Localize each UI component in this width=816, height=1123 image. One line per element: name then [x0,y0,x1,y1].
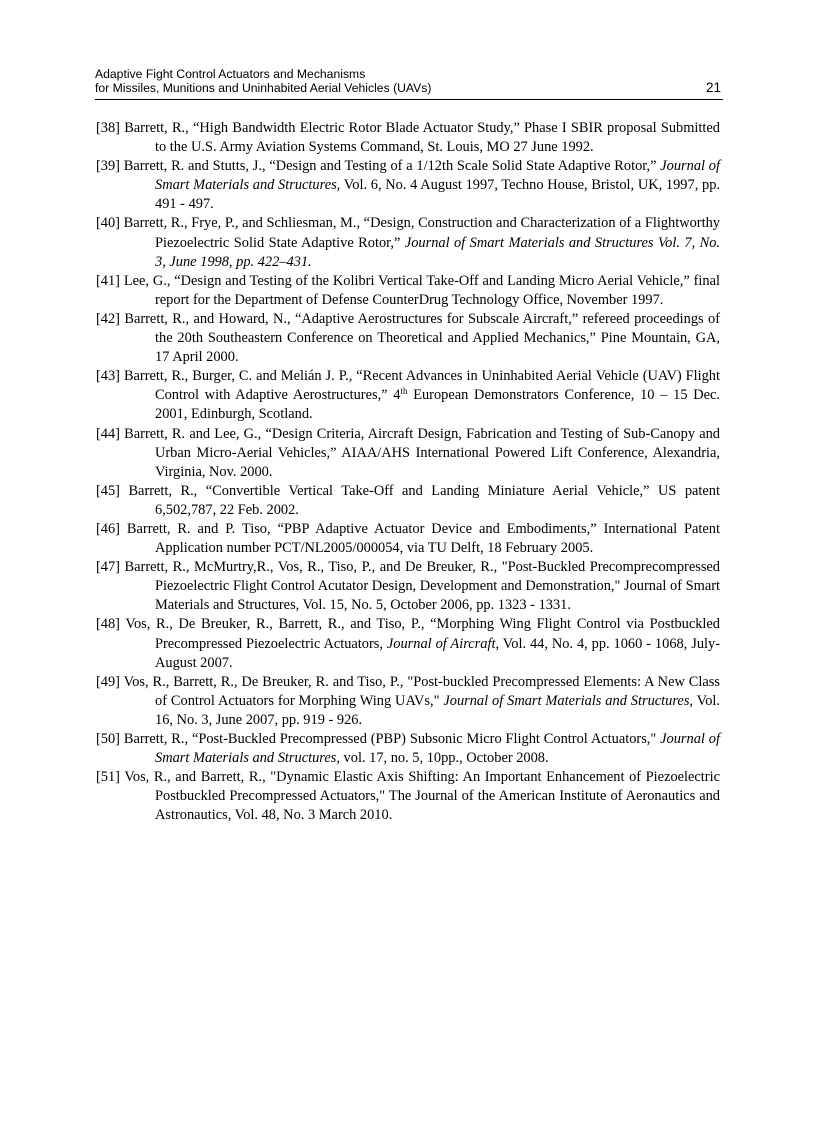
reference-list [96,119,720,825]
reference-text: [50] Barrett, R., “Post-Buckled Precompressed (PBP) Subsonic Micro Flight Control Actuators," [96,731,661,747]
reference-text: [43] Barrett, R., Burger, C. and Melián J. P., “Recent Advances in Uninhabited Aerial Vehicle (UAV) Flight Control with Adaptive Aerostructures,” 4 [96,368,720,404]
reference-entry [96,615,720,672]
reference-entry [96,730,720,768]
reference-text: European Demonstrators Conference, 10 – 15 Dec. 2001, Edinburgh, Scotland. [155,387,720,423]
reference-text: [49] Vos, R., Barrett, R., De Breuker, R. and Tiso, P., "Post-buckled Precompressed Elements: A New Class of Control Actuators for Morphing Wing UAVs," [96,673,720,709]
running-header [95,67,723,100]
reference-entry [96,520,720,558]
reference-italic-text: Journal of Smart Materials and Structures [155,731,720,767]
reference-text: Vol. 6, No. 4 August 1997, Techno House, Bristol, UK, 1997, pp. 491 - 497. [155,177,720,213]
reference-text: [41] Lee, G., “Design and Testing of the Kolibri Vertical Take-Off and Landing Micro Aerial Vehicle,” final report for the Department of Defense CounterDrug Technology Office, November 1997. [96,272,720,308]
reference-text: [38] Barrett, R., “High Bandwidth Electric Rotor Blade Actuator Study,” Phase I SBIR proposal Submitted to the U.S. Army Aviation Systems Command, St. Louis, MO 27 June 1992. [96,120,720,156]
reference-text: , Vol. 44, No. 4, pp. 1060 - 1068, July-August 2007. [155,635,721,671]
reference-italic-text: Journal of Aircraft [386,635,496,652]
reference-entry [96,558,720,615]
reference-italic-text: Journal of Smart Materials and Structures, [155,158,720,194]
reference-entry [96,425,720,482]
reference-text: [46] Barrett, R. and P. Tiso, “PBP Adaptive Actuator Device and Embodiments,” International Patent Application number PCT/NL2005/000054, via TU Delft, 18 February 2005. [96,520,720,557]
reference-entry [96,214,720,271]
reference-italic-text: Journal of Smart Materials and Structures Vol. 7, No. 3, June 1998, pp. 422–431. [155,234,720,270]
superscript: th [400,386,408,397]
reference-entry [96,768,720,825]
reference-entry [96,119,720,157]
reference-italic-text: Journal of Smart Materials and Structures [443,692,690,709]
page-number: 21 [705,80,721,95]
reference-text: [47] Barrett, R., McMurtry,R., Vos, R., Tiso, P., and De Breuker, R., "Post-Buckled Precomprecompressed Piezoelectric Flight Control Acutator Design, Development and Demonstration," Journal of Smart Materials and Structures, Vol. 15, No. 5, October 2006, pp. 1323 - 1331. [96,559,720,614]
reference-entry [96,367,720,424]
reference-text: [45] Barrett, R., “Convertible Vertical Take-Off and Landing Miniature Aerial Vehicle,” US patent 6,502,787, 22 Feb. 2002. [96,482,720,518]
reference-entry [96,310,720,367]
reference-text: , Vol. 16, No. 3, June 2007, pp. 919 - 926. [155,692,720,728]
reference-text: [48] Vos, R., De Breuker, R., Barrett, R., and Tiso, P., “Morphing Wing Flight Control via Postbuckled Precompressed Piezoelectric Actuators, [96,616,720,652]
reference-entry [96,157,720,214]
reference-text: [51] Vos, R., and Barrett, R., "Dynamic Elastic Axis Shifting: An Important Enhancement of Piezoelectric Postbuckled Precompressed Actuators," The Journal of the American Institute of Aeronautics and Astronautics, Vol. 48, No. 3 March 2010. [96,769,720,824]
reference-text: [44] Barrett, R. and Lee, G., “Design Criteria, Aircraft Design, Fabrication and Testing of Sub-Canopy and Urban Micro-Aerial Vehicles,” AIAA/AHS International Powered Lift Conference, Alexandria, Virginia, Nov. 2000. [96,425,720,480]
reference-text: [39] Barrett, R. and Stutts, J., “Design and Testing of a 1/12th Scale Solid State Adaptive Rotor,” [96,158,661,175]
reference-text: [40] Barrett, R., Frye, P., and Schliesman, M., “Design, Construction and Characterization of a Flightworthy Piezoelectric Solid State Adaptive Rotor,” [96,215,720,251]
reference-text: , vol. 17, no. 5, 10pp., October 2008. [336,750,549,767]
reference-entry [96,482,720,520]
reference-text: [42] Barrett, R., and Howard, N., “Adaptive Aerostructures for Subscale Aircraft,” refereed proceedings of the 20th Southeastern Conference on Theoretical and Applied Mechanics,” Pine Mountain, GA, 17 April 2000. [96,310,720,366]
reference-entry [96,272,720,310]
reference-entry [96,673,720,730]
header-title-line-1: Adaptive Fight Control Actuators and Mechanisms [95,67,366,81]
header-title-line-2: for Missiles, Munitions and Uninhabited Aerial Vehicles (UAVs) [95,81,432,95]
